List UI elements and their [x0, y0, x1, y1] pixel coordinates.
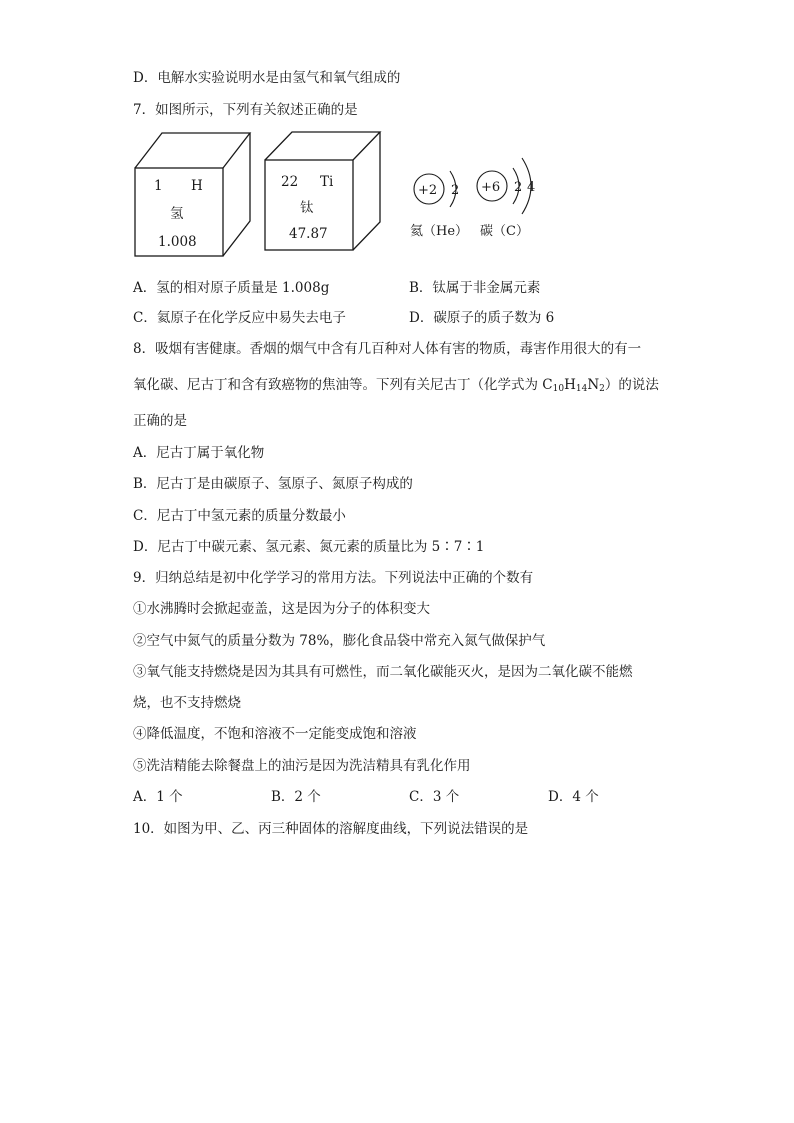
- q7-option-c: C．氦原子在化学反应中易失去电子: [133, 310, 346, 326]
- q9-statement-3-line1: ③氧气能支持燃烧是因为其具有可燃性，而二氧化碳能灭火，是因为二氧化碳不能燃: [133, 664, 633, 680]
- q9-statement-5: ⑤洗洁精能去除餐盘上的油污是因为洗洁精具有乳化作用: [133, 758, 471, 774]
- titanium-mass: 47.87: [289, 226, 328, 242]
- formula-n-sub: 2: [599, 384, 605, 394]
- formula-c-sub: 10: [552, 384, 565, 394]
- q7-option-a: A．氢的相对原子质量是 1.008g: [133, 280, 330, 296]
- q9-option-a: A．1 个: [133, 789, 183, 805]
- q8-stem-line2: [133, 373, 659, 394]
- helium-shell-1-electrons: 2: [451, 183, 460, 198]
- q8-stem-line1: 8．吸烟有害健康。香烟的烟气中含有几百种对人体有害的物质，毒害作用很大的有一: [133, 341, 642, 357]
- q6-option-d: D．电解水实验说明水是由氢气和氧气组成的: [133, 70, 401, 86]
- q7-figure: [130, 128, 550, 258]
- q8-option-a: A．尼古丁属于氧化物: [133, 445, 265, 461]
- q8-stem-line2-pre: 氧化碳、尼古丁和含有致癌物的焦油等。下列有关尼古丁（化学式为: [133, 377, 543, 393]
- q8-option-c: C．尼古丁中氢元素的质量分数最小: [133, 508, 346, 524]
- q9-statement-3-line2: 烧，也不支持燃烧: [133, 695, 241, 711]
- hydrogen-symbol: H: [191, 178, 203, 194]
- q10-stem: 10．如图为甲、乙、丙三种固体的溶解度曲线，下列说法错误的是: [133, 821, 529, 837]
- carbon-shell-1-electrons: 2: [514, 180, 523, 195]
- q7-stem: 7．如图所示，下列有关叙述正确的是: [133, 102, 358, 118]
- helium-nucleus-charge: +2: [418, 183, 438, 198]
- carbon-label: 碳（C）: [480, 224, 529, 239]
- q8-stem-line3: 正确的是: [133, 413, 187, 429]
- q7-option-d: D．碳原子的质子数为 6: [409, 310, 555, 326]
- q8-stem-line2-post: ）的说法: [604, 377, 659, 393]
- hydrogen-name: 氢: [170, 206, 184, 222]
- carbon-nucleus-charge: +6: [481, 180, 501, 195]
- q9-statement-1: ①水沸腾时会掀起壶盖，这是因为分子的体积变大: [133, 601, 430, 617]
- formula-h: H: [564, 377, 576, 393]
- q9-stem: 9．归纳总结是初中化学学习的常用方法。下列说法中正确的个数有: [133, 570, 534, 586]
- titanium-symbol: Ti: [320, 174, 334, 190]
- formula-h-sub: 14: [575, 384, 588, 394]
- q8-option-b: B．尼古丁是由碳原子、氢原子、氮原子构成的: [133, 476, 413, 492]
- q9-statement-4: ④降低温度，不饱和溶液不一定能变成饱和溶液: [133, 726, 417, 742]
- q9-option-c: C．3 个: [409, 789, 460, 805]
- hydrogen-mass: 1.008: [158, 234, 197, 250]
- q9-statement-2: ②空气中氮气的质量分数为 78%，膨化食品袋中常充入氮气做保护气: [133, 633, 546, 649]
- formula-n: N: [587, 377, 600, 393]
- q9-option-d: D．4 个: [548, 789, 599, 805]
- nicotine-formula: [542, 377, 605, 393]
- q9-option-b: B．2 个: [271, 789, 321, 805]
- q8-option-d: D．尼古丁中碳元素、氢元素、氮元素的质量比为 5∶7∶1: [133, 539, 485, 555]
- helium-label: 氦（He）: [410, 224, 469, 239]
- q7-figure-svg: [130, 128, 550, 258]
- titanium-name: 钛: [300, 200, 314, 216]
- hydrogen-atomic-number: 1: [154, 178, 163, 194]
- formula-c: C: [542, 377, 553, 393]
- titanium-atomic-number: 22: [281, 174, 299, 190]
- carbon-shell-2-electrons: 4: [527, 180, 536, 195]
- q7-option-b: B．钛属于非金属元素: [409, 280, 541, 296]
